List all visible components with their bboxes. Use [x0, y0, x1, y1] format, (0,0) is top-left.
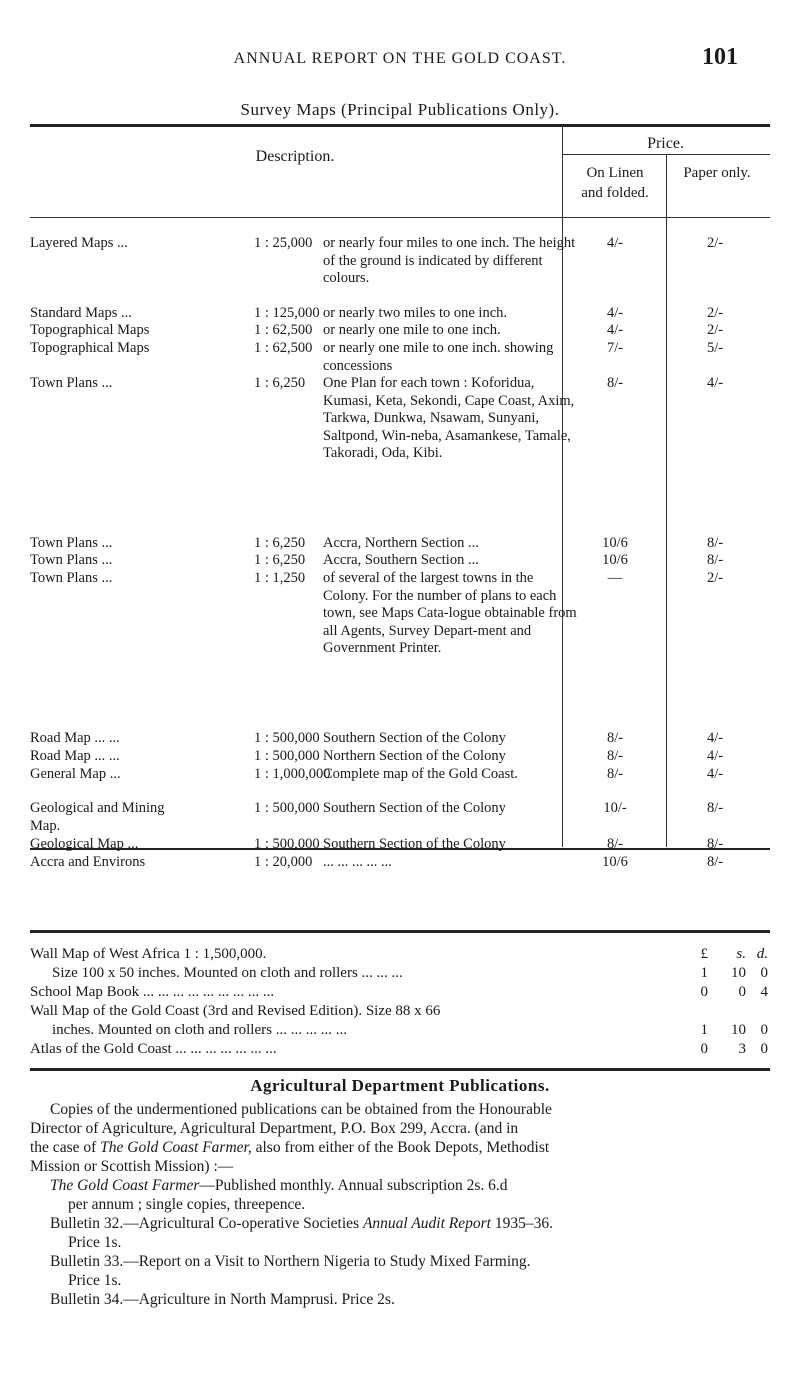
publication-price: Price 1s.	[68, 1234, 122, 1251]
wall-top-rule	[30, 930, 770, 933]
publication-title: The Gold Coast Farmer	[50, 1177, 200, 1194]
map-description: of several of the largest towns in the Colony. For the number of plans to each town, see Maps Cata-logue obtainable from all Agents, Survey Depart-ment and Government Printer.	[323, 570, 577, 656]
map-scale: 1 : 6,250	[254, 535, 306, 551]
price-paper: 5/-	[706, 340, 724, 356]
map-scale: 1 : 500,000	[254, 730, 320, 746]
price-paper: 2/-	[706, 322, 724, 338]
map-name: Layered Maps ...	[30, 235, 128, 251]
wall-text: Wall Map of the Gold Coast (3rd and Revised Edition). Size 88 x 66	[30, 1003, 441, 1019]
map-description: Northern Section of the Colony	[323, 748, 506, 764]
map-scale: 1 : 500,000	[254, 800, 320, 816]
intro-text: also from either of the Book Depots, Methodist	[255, 1139, 550, 1156]
map-scale: 1 : 62,500	[254, 340, 313, 356]
price-paper: 4/-	[706, 748, 724, 764]
price-linen: 8/-	[606, 730, 624, 746]
map-description: Southern Section of the Colony	[323, 730, 506, 746]
map-name: Topographical Maps	[30, 340, 150, 356]
price-paper: 8/-	[706, 854, 724, 870]
price-linen: 8/-	[606, 748, 624, 764]
price-linen: 7/-	[606, 340, 624, 356]
intro-text: Director of Agriculture, Agricultural Department, P.O. Box 299, Accra. (and in	[30, 1120, 519, 1137]
map-description: Southern Section of the Colony	[323, 800, 506, 816]
section-title: Survey Maps (Principal Publications Only).	[240, 100, 560, 119]
map-name: Road Map ... ...	[30, 748, 120, 764]
publication-entry	[50, 1291, 768, 1310]
intro-line	[30, 1158, 768, 1177]
pounds-value: 1	[700, 965, 708, 981]
intro-text: Mission or Scottish Mission) :—	[30, 1158, 234, 1175]
running-header: ANNUAL REPORT ON THE GOLD COAST.	[233, 50, 567, 67]
map-scale: 1 : 20,000	[254, 854, 313, 870]
publication-detail: Bulletin 33.—Report on a Visit to Northern Nigeria to Study Mixed Farming.	[50, 1253, 531, 1270]
column-header-linen	[575, 163, 655, 203]
map-name: Town Plans ...	[30, 570, 113, 586]
map-scale: 1 : 500,000	[254, 748, 320, 764]
column-header-linen-text: On Linen and folded.	[581, 165, 649, 201]
intro-line	[30, 1139, 768, 1158]
price-paper: 4/-	[706, 375, 724, 391]
pounds-header: £	[700, 946, 708, 962]
publication-entry	[50, 1215, 768, 1234]
price-linen: 8/-	[606, 836, 624, 852]
price-linen: 10/6	[602, 552, 628, 568]
column-header-paper-text: Paper only.	[683, 165, 751, 181]
price-linen: 4/-	[606, 235, 624, 251]
page-number: 101	[702, 44, 738, 70]
price-paper: 8/-	[706, 552, 724, 568]
publication-entry	[68, 1272, 768, 1291]
price-linen: 4/-	[606, 305, 624, 321]
publication-entry	[68, 1234, 768, 1253]
map-description: or nearly one mile to one inch.	[323, 322, 501, 338]
publication-entry	[50, 1253, 768, 1272]
intro-text: Copies of the undermentioned publications can be obtained from the Honourable	[50, 1101, 552, 1118]
pence-value: 0	[760, 1022, 768, 1038]
price-linen: 8/-	[606, 766, 624, 782]
price-paper: 2/-	[706, 305, 724, 321]
wall-text: School Map Book ... ... ... ... ... ... ... ... ...	[30, 984, 275, 1000]
pence-value: 0	[760, 1041, 768, 1057]
price-linen: 4/-	[606, 322, 624, 338]
price-linen: —	[607, 570, 623, 586]
price-linen: 10/6	[602, 854, 628, 870]
map-name: Town Plans ...	[30, 375, 113, 391]
map-scale: 1 : 62,500	[254, 322, 313, 338]
price-paper: 2/-	[706, 235, 724, 251]
pounds-value: 0	[700, 1041, 708, 1057]
price-linen: 10/6	[602, 535, 628, 551]
column-header-description: Description.	[255, 148, 335, 165]
price-paper: 8/-	[706, 800, 724, 816]
farmer-title-italic: The Gold Coast Farmer,	[100, 1139, 252, 1156]
publication-title: Annual Audit Report	[362, 1215, 491, 1232]
shillings-value: 10	[731, 965, 746, 981]
publication-detail: Bulletin 32.—Agricultural Co-operative Societies	[50, 1215, 360, 1232]
price-paper: 8/-	[706, 836, 724, 852]
pence-value: 4	[760, 984, 768, 1000]
map-description: or nearly four miles to one inch. The height of the ground is indicated by different colours.	[323, 235, 576, 286]
map-name: Town Plans ...	[30, 535, 113, 551]
publication-detail: —Published monthly. Annual subscription 2s. 6.d	[199, 1177, 508, 1194]
intro-line	[30, 1101, 768, 1120]
shillings-value: 10	[731, 1022, 746, 1038]
table-top-rule	[30, 124, 770, 127]
column-header-price: Price.	[647, 135, 684, 152]
map-description: Complete map of the Gold Coast.	[323, 766, 518, 782]
map-description: ... ... ... ... ...	[323, 854, 392, 870]
price-paper: 2/-	[706, 570, 724, 586]
map-scale: 1 : 500,000	[254, 836, 320, 852]
shillings-value: 3	[738, 1041, 746, 1057]
map-scale: 1 : 1,000,000	[254, 766, 331, 782]
price-linen: 10/-	[603, 800, 627, 816]
shillings-header: s.	[736, 946, 746, 962]
map-name: Geological Map ...	[30, 836, 139, 852]
map-scale: 1 : 1,250	[254, 570, 306, 586]
publication-price: Price 1s.	[68, 1272, 122, 1289]
map-description: or nearly one mile to one inch. showing concessions	[323, 340, 554, 374]
publication-detail: per annum ; single copies, threepence.	[68, 1196, 306, 1213]
agri-section-title: Agricultural Department Publications.	[250, 1076, 550, 1095]
map-name: Topographical Maps	[30, 322, 150, 338]
map-description: Southern Section of the Colony	[323, 836, 506, 852]
map-name: Road Map ... ...	[30, 730, 120, 746]
map-name: Standard Maps ...	[30, 305, 132, 321]
publication-detail: Bulletin 34.—Agriculture in North Mamprusi. Price 2s.	[50, 1291, 395, 1308]
wall-text: Atlas of the Gold Coast ... ... ... ... ... ... ...	[30, 1041, 277, 1057]
map-scale: 1 : 125,000	[254, 305, 320, 321]
pence-value: 0	[760, 965, 768, 981]
map-name: Geological and Mining Map.	[30, 800, 165, 834]
price-paper: 4/-	[706, 730, 724, 746]
publication-entry	[68, 1196, 768, 1215]
intro-text: the case of	[30, 1139, 97, 1156]
map-description: or nearly two miles to one inch.	[323, 305, 508, 321]
intro-line	[30, 1120, 768, 1139]
wall-text: Size 100 x 50 inches. Mounted on cloth and rollers ... ... ...	[52, 965, 403, 981]
wall-text: inches. Mounted on cloth and rollers ... ... ... ... ...	[52, 1022, 347, 1038]
pounds-value: 0	[700, 984, 708, 1000]
map-description: Accra, Northern Section ...	[323, 535, 479, 551]
shillings-value: 0	[738, 984, 746, 1000]
map-name: Accra and Environs	[30, 854, 146, 870]
price-paper: 4/-	[706, 766, 724, 782]
wall-bottom-rule	[30, 1068, 770, 1071]
map-description: Accra, Southern Section ...	[323, 552, 479, 568]
map-scale: 1 : 6,250	[254, 375, 306, 391]
map-scale: 1 : 6,250	[254, 552, 306, 568]
column-header-paper	[682, 163, 752, 183]
wall-text: Wall Map of West Africa 1 : 1,500,000.	[30, 946, 267, 962]
price-paper: 8/-	[706, 535, 724, 551]
pounds-value: 1	[700, 1022, 708, 1038]
map-description: One Plan for each town : Koforidua, Kumasi, Keta, Sekondi, Cape Coast, Axim, Tarkwa, Dunkwa, Nsawam, Sunyani, Saltpond, Win-neba, Asamankese, Tamale, Takoradi, Oda, Kibi.	[323, 375, 575, 461]
map-name: Town Plans ...	[30, 552, 113, 568]
map-name: General Map ...	[30, 766, 121, 782]
publication-entry	[50, 1177, 768, 1196]
table-header-rule	[30, 217, 770, 218]
price-linen: 8/-	[606, 375, 624, 391]
pence-header: d.	[756, 946, 768, 962]
map-scale: 1 : 25,000	[254, 235, 313, 251]
publication-detail: 1935–36.	[494, 1215, 553, 1232]
